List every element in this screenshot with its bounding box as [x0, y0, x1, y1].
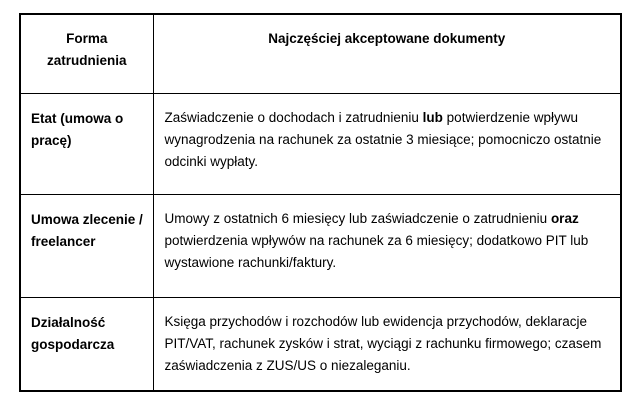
- documents-text: Zaświadczenie o dochodach i zatrudnieniu: [164, 109, 423, 125]
- column-header-forma-zatrudnienia: Forma zatrudnienia: [20, 14, 153, 93]
- table-row: [20, 194, 621, 297]
- employment-documents-table: [19, 13, 622, 392]
- documents-text-bold: oraz: [550, 210, 579, 226]
- employment-form-cell: Etat (umowa o pracę): [20, 93, 153, 194]
- accepted-documents-cell: [153, 194, 621, 297]
- employment-form-cell: Umowa zlecenie / freelancer: [20, 194, 153, 297]
- table-row: [20, 93, 621, 194]
- table-row: [20, 297, 621, 391]
- table-header: [20, 14, 621, 93]
- accepted-documents-cell: [153, 93, 621, 194]
- accepted-documents-cell: [153, 297, 621, 391]
- documents-text: potwierdzenie wpływu wynagrodzenia na rachunek za ostatnie 3 miesiące; pomocniczo ostatnie odcinki wypłaty.: [164, 109, 602, 169]
- documents-text: Księga przychodów i rozchodów lub ewidencja przychodów, deklaracje PIT/VAT, rachunek zysków i strat, wyciągi z rachunku firmowego; czasem zaświadczenia z ZUS/US o niezaleganiu.: [164, 313, 602, 373]
- documents-text: potwierdzenia wpływów na rachunek za 6 miesięcy; dodatkowo PIT lub wystawione rachunki/faktury.: [164, 232, 589, 270]
- employment-form-cell: Działalność gospodarcza: [20, 297, 153, 391]
- column-header-akceptowane-dokumenty: Najczęściej akceptowane dokumenty: [153, 14, 621, 93]
- table-body: [20, 93, 621, 391]
- documents-text: Umowy z ostatnich 6 miesięcy lub zaświadczenie o zatrudnieniu: [164, 210, 551, 226]
- documents-text-bold: lub: [422, 109, 443, 125]
- header-row: [20, 14, 621, 93]
